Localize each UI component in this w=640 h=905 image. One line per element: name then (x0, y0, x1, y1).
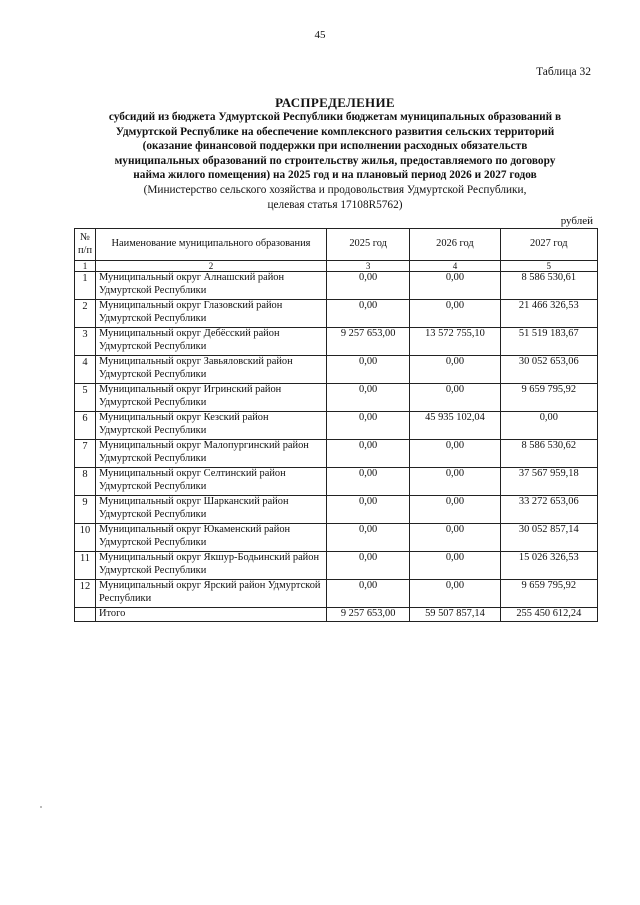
value-2027: 15 026 326,53 (500, 552, 597, 580)
table-label: Таблица 32 (536, 66, 591, 78)
value-2025: 9 257 653,00 (327, 328, 410, 356)
table-row (75, 580, 598, 608)
row-number: 8 (75, 468, 96, 496)
row-number: 4 (75, 356, 96, 384)
row-number: 6 (75, 412, 96, 440)
column-index-row (75, 261, 598, 272)
value-2025: 0,00 (327, 384, 410, 412)
table-row (75, 524, 598, 552)
currency-units: рублей (560, 215, 593, 227)
value-2026: 0,00 (410, 384, 500, 412)
total-row (75, 608, 598, 622)
header-name: Наименование муниципального образования (96, 229, 327, 261)
document-title: РАСПРЕДЕЛЕНИЕ (275, 95, 395, 110)
column-index: 4 (410, 261, 500, 272)
table-row (75, 272, 598, 300)
value-2027: 33 272 653,06 (500, 496, 597, 524)
value-2027: 8 586 530,61 (500, 272, 597, 300)
scan-artifact (40, 806, 42, 808)
value-2027: 37 567 959,18 (500, 468, 597, 496)
municipality-name: Муниципальный округ Юкаменский район Удмуртской Республики (96, 524, 327, 552)
row-number: 9 (75, 496, 96, 524)
row-number: 11 (75, 552, 96, 580)
value-2026: 0,00 (410, 524, 500, 552)
value-2025: 0,00 (327, 552, 410, 580)
value-2027: 9 659 795,92 (500, 384, 597, 412)
row-number: 12 (75, 580, 96, 608)
value-2027: 51 519 183,67 (500, 328, 597, 356)
ministry-line: (Министерство сельского хозяйства и продовольствия Удмуртской Республики, (143, 183, 527, 196)
value-2027: 30 052 653,06 (500, 356, 597, 384)
table-row (75, 300, 598, 328)
row-number: 5 (75, 384, 96, 412)
value-2025: 0,00 (327, 468, 410, 496)
row-number: 1 (75, 272, 96, 300)
row-number: 2 (75, 300, 96, 328)
header-num: № п/п (75, 229, 96, 261)
row-number: 7 (75, 440, 96, 468)
municipality-name: Муниципальный округ Шарканский район Удмуртской Республики (96, 496, 327, 524)
value-2027: 30 052 857,14 (500, 524, 597, 552)
header-2025: 2025 год (327, 229, 410, 261)
value-2025: 0,00 (327, 272, 410, 300)
row-number: 10 (75, 524, 96, 552)
table-row (75, 496, 598, 524)
header-2027: 2027 год (500, 229, 597, 261)
table-header-row (75, 229, 598, 261)
total-num-cell (75, 608, 96, 622)
value-2026: 0,00 (410, 552, 500, 580)
municipality-name: Муниципальный округ Глазовский район Удмуртской Республики (96, 300, 327, 328)
value-2027: 0,00 (500, 412, 597, 440)
municipality-name: Муниципальный округ Дебёсский район Удмуртской Республики (96, 328, 327, 356)
table-row (75, 440, 598, 468)
value-2025: 0,00 (327, 356, 410, 384)
municipality-name: Муниципальный округ Алнашский район Удмуртской Республики (96, 272, 327, 300)
table-row (75, 412, 598, 440)
value-2026: 45 935 102,04 (410, 412, 500, 440)
table-row (75, 328, 598, 356)
header-2026: 2026 год (410, 229, 500, 261)
column-index: 1 (75, 261, 96, 272)
subtitle-line: субсидий из бюджета Удмуртской Республики бюджетам муниципальных образований в (108, 111, 562, 123)
municipality-name: Муниципальный округ Малопургинский район Удмуртской Республики (96, 440, 327, 468)
distribution-table (74, 228, 598, 622)
table-row (75, 356, 598, 384)
subtitle-line: муниципальных образований по строительству жилья, предоставляемого по договору (114, 154, 556, 167)
table-row (75, 552, 598, 580)
value-2025: 0,00 (327, 580, 410, 608)
municipality-name: Муниципальный округ Завьяловский район Удмуртской Республики (96, 356, 327, 384)
column-index: 5 (500, 261, 597, 272)
subtitle-line: Удмуртской Республике на обеспечение комплексного развития сельских территорий (115, 125, 555, 138)
value-2026: 13 572 755,10 (410, 328, 500, 356)
total-2026: 59 507 857,14 (410, 608, 500, 622)
value-2025: 0,00 (327, 440, 410, 468)
value-2027: 9 659 795,92 (500, 580, 597, 608)
ministry-line: целевая статья 17108R5762) (267, 198, 403, 211)
total-2025: 9 257 653,00 (327, 608, 410, 622)
total-2027: 255 450 612,24 (500, 608, 597, 622)
table-row (75, 384, 598, 412)
title-block (100, 95, 570, 212)
subtitle-line: (оказание финансовой поддержки при исполнении расходных обязательств (142, 140, 528, 153)
value-2026: 0,00 (410, 496, 500, 524)
value-2026: 0,00 (410, 580, 500, 608)
value-2025: 0,00 (327, 496, 410, 524)
subtitle-line: найма жилого помещения) на 2025 год и на плановый период 2026 и 2027 годов (133, 169, 537, 182)
value-2026: 0,00 (410, 356, 500, 384)
value-2027: 21 466 326,53 (500, 300, 597, 328)
table-row (75, 468, 598, 496)
value-2025: 0,00 (327, 300, 410, 328)
value-2025: 0,00 (327, 412, 410, 440)
column-index: 2 (96, 261, 327, 272)
table-body (75, 272, 598, 608)
value-2026: 0,00 (410, 300, 500, 328)
municipality-name: Муниципальный округ Селтинский район Удмуртской Республики (96, 468, 327, 496)
value-2027: 8 586 530,62 (500, 440, 597, 468)
municipality-name: Муниципальный округ Якшур-Бодьинский район Удмуртской Республики (96, 552, 327, 580)
row-number: 3 (75, 328, 96, 356)
value-2025: 0,00 (327, 524, 410, 552)
column-index: 3 (327, 261, 410, 272)
municipality-name: Муниципальный округ Игринский район Удмуртской Республики (96, 384, 327, 412)
value-2026: 0,00 (410, 272, 500, 300)
value-2026: 0,00 (410, 468, 500, 496)
page-number: 45 (314, 29, 326, 41)
value-2026: 0,00 (410, 440, 500, 468)
municipality-name: Муниципальный округ Ярский район Удмуртской Республики (96, 580, 327, 608)
municipality-name: Муниципальный округ Кезский район Удмуртской Республики (96, 412, 327, 440)
total-label: Итого (96, 608, 327, 622)
